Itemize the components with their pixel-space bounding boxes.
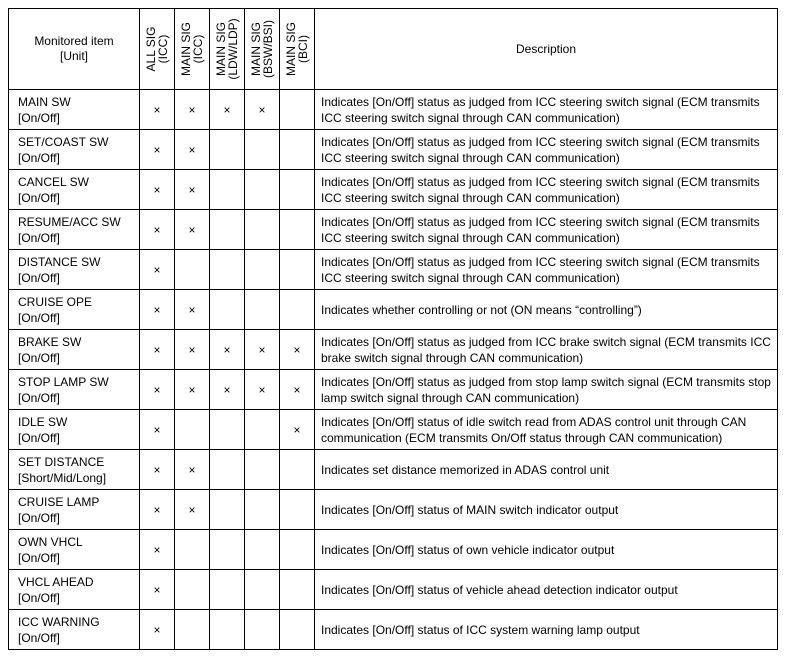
- item-name: DISTANCE SW: [18, 254, 101, 269]
- signal-mark-cell: [175, 530, 210, 570]
- applicable-mark: ×: [188, 182, 196, 197]
- signal-mark-cell: [245, 330, 280, 370]
- monitored-item-cell: [9, 210, 140, 250]
- signal-mark-cell: [245, 170, 280, 210]
- header-item-label: Monitored item: [34, 34, 114, 48]
- item-name: SET DISTANCE: [18, 454, 105, 469]
- signal-mark-cell: [210, 370, 245, 410]
- item-unit: [On/Off]: [18, 350, 60, 365]
- monitored-item-cell: [9, 450, 140, 490]
- header-signal-system: (LDW/LDP): [226, 18, 240, 80]
- item-unit: [On/Off]: [18, 110, 60, 125]
- signal-mark-cell: [210, 490, 245, 530]
- description-cell: Indicates [On/Off] status as judged from ICC steering switch signal (ECM transmits ICC steering switch signal through CAN communication): [315, 90, 778, 130]
- applicable-mark: ×: [153, 222, 161, 237]
- applicable-mark: ×: [293, 422, 301, 437]
- description-cell: Indicates [On/Off] status as judged from stop lamp switch signal (ECM transmits stop lamp switch signal through CAN communication): [315, 370, 778, 410]
- signal-mark-cell: [245, 250, 280, 290]
- header-signal-system: (ICC): [191, 34, 205, 64]
- description-cell: Indicates set distance memorized in ADAS control unit: [315, 450, 778, 490]
- signal-mark-cell: [175, 330, 210, 370]
- header-unit-label: [Unit]: [59, 49, 88, 63]
- applicable-mark: ×: [188, 382, 196, 397]
- header-signal-system: (ICC): [156, 34, 170, 64]
- signal-mark-cell: [280, 370, 315, 410]
- monitored-item-cell: [9, 530, 140, 570]
- applicable-mark: ×: [223, 102, 231, 117]
- applicable-mark: ×: [188, 142, 196, 157]
- table-body: [9, 90, 778, 650]
- signal-mark-cell: [280, 250, 315, 290]
- monitored-item-cell: [9, 490, 140, 530]
- signal-mark-cell: [175, 490, 210, 530]
- item-name: STOP LAMP SW: [18, 374, 109, 389]
- item-name: MAIN SW: [18, 94, 71, 109]
- header-description: Description: [315, 9, 778, 90]
- item-name: IDLE SW: [18, 414, 68, 429]
- table-row: [9, 450, 778, 490]
- header-signal-name: ALL SIG: [144, 26, 158, 72]
- signal-mark-cell: [245, 210, 280, 250]
- item-unit: [On/Off]: [18, 390, 60, 405]
- applicable-mark: ×: [188, 462, 196, 477]
- item-unit: [On/Off]: [18, 510, 60, 525]
- table-row: [9, 130, 778, 170]
- signal-mark-cell: [210, 530, 245, 570]
- signal-mark-cell: [140, 370, 175, 410]
- signal-mark-cell: [210, 290, 245, 330]
- applicable-mark: ×: [188, 102, 196, 117]
- item-unit: [On/Off]: [18, 550, 60, 565]
- item-name: SET/COAST SW: [18, 134, 109, 149]
- signal-mark-cell: [245, 90, 280, 130]
- applicable-mark: ×: [188, 302, 196, 317]
- signal-mark-cell: [175, 450, 210, 490]
- signal-mark-cell: [280, 410, 315, 450]
- header-main-sig-bsw-bsi: [245, 9, 280, 90]
- signal-mark-cell: [245, 450, 280, 490]
- description-cell: Indicates [On/Off] status as judged from ICC steering switch signal (ECM transmits ICC steering switch signal through CAN communication): [315, 130, 778, 170]
- signal-mark-cell: [280, 170, 315, 210]
- header-signal-name: MAIN SIG: [249, 21, 263, 77]
- applicable-mark: ×: [153, 462, 161, 477]
- item-name: CRUISE OPE: [18, 294, 93, 309]
- signal-mark-cell: [140, 530, 175, 570]
- signal-mark-cell: [140, 290, 175, 330]
- table-row: [9, 410, 778, 450]
- description-cell: Indicates [On/Off] status as judged from ICC steering switch signal (ECM transmits ICC steering switch signal through CAN communication): [315, 210, 778, 250]
- signal-mark-cell: [210, 330, 245, 370]
- description-cell: Indicates [On/Off] status as judged from ICC steering switch signal (ECM transmits ICC steering switch signal through CAN communication): [315, 170, 778, 210]
- header-signal-name: MAIN SIG: [284, 21, 298, 77]
- signal-mark-cell: [175, 90, 210, 130]
- item-unit: [On/Off]: [18, 190, 60, 205]
- signal-mark-cell: [280, 290, 315, 330]
- applicable-mark: ×: [223, 382, 231, 397]
- signal-mark-cell: [245, 370, 280, 410]
- signal-mark-cell: [140, 210, 175, 250]
- applicable-mark: ×: [153, 582, 161, 597]
- header-row: [9, 9, 778, 90]
- signal-mark-cell: [245, 610, 280, 650]
- monitored-item-cell: [9, 410, 140, 450]
- monitored-item-cell: [9, 170, 140, 210]
- signal-mark-cell: [140, 490, 175, 530]
- applicable-mark: ×: [293, 382, 301, 397]
- item-name: BRAKE SW: [18, 334, 82, 349]
- description-cell: Indicates whether controlling or not (ON means “controlling”): [315, 290, 778, 330]
- item-name: CRUISE LAMP: [18, 494, 100, 509]
- signal-mark-cell: [140, 250, 175, 290]
- monitored-item-cell: [9, 90, 140, 130]
- signal-mark-cell: [175, 250, 210, 290]
- monitor-item-table: [8, 8, 778, 650]
- signal-mark-cell: [175, 410, 210, 450]
- item-name: CANCEL SW: [18, 174, 89, 189]
- signal-mark-cell: [140, 570, 175, 610]
- signal-mark-cell: [140, 410, 175, 450]
- item-unit: [On/Off]: [18, 230, 60, 245]
- applicable-mark: ×: [188, 342, 196, 357]
- signal-mark-cell: [140, 170, 175, 210]
- monitored-item-cell: [9, 290, 140, 330]
- applicable-mark: ×: [188, 502, 196, 517]
- applicable-mark: ×: [153, 142, 161, 157]
- table-row: [9, 330, 778, 370]
- monitored-item-cell: [9, 250, 140, 290]
- description-cell: Indicates [On/Off] status of ICC system warning lamp output: [315, 610, 778, 650]
- item-unit: [On/Off]: [18, 150, 60, 165]
- signal-mark-cell: [280, 330, 315, 370]
- table-row: [9, 210, 778, 250]
- signal-mark-cell: [210, 170, 245, 210]
- signal-mark-cell: [280, 530, 315, 570]
- signal-mark-cell: [280, 610, 315, 650]
- applicable-mark: ×: [258, 102, 266, 117]
- signal-mark-cell: [175, 130, 210, 170]
- applicable-mark: ×: [153, 542, 161, 557]
- signal-mark-cell: [175, 290, 210, 330]
- signal-mark-cell: [280, 570, 315, 610]
- signal-mark-cell: [280, 90, 315, 130]
- item-name: RESUME/ACC SW: [18, 214, 121, 229]
- signal-mark-cell: [140, 130, 175, 170]
- description-cell: Indicates [On/Off] status as judged from ICC brake switch signal (ECM transmits ICC brake switch signal through CAN communication): [315, 330, 778, 370]
- table-row: [9, 530, 778, 570]
- header-signal-name: MAIN SIG: [179, 21, 193, 77]
- applicable-mark: ×: [153, 302, 161, 317]
- signal-mark-cell: [280, 130, 315, 170]
- monitored-item-cell: [9, 570, 140, 610]
- signal-mark-cell: [175, 210, 210, 250]
- signal-mark-cell: [175, 570, 210, 610]
- item-unit: [On/Off]: [18, 270, 60, 285]
- monitored-item-cell: [9, 330, 140, 370]
- applicable-mark: ×: [153, 342, 161, 357]
- signal-mark-cell: [280, 490, 315, 530]
- description-cell: Indicates [On/Off] status of idle switch read from ADAS control unit through CAN communication (ECM transmits On/Off status through CAN communication): [315, 410, 778, 450]
- header-all-sig-icc: [140, 9, 175, 90]
- header-main-sig-icc: [175, 9, 210, 90]
- signal-mark-cell: [245, 570, 280, 610]
- signal-mark-cell: [140, 90, 175, 130]
- description-cell: Indicates [On/Off] status of own vehicle indicator output: [315, 530, 778, 570]
- table-row: [9, 290, 778, 330]
- applicable-mark: ×: [153, 262, 161, 277]
- header-signal-name: MAIN SIG: [214, 22, 228, 77]
- applicable-mark: ×: [153, 502, 161, 517]
- table-row: [9, 570, 778, 610]
- signal-mark-cell: [210, 410, 245, 450]
- signal-mark-cell: [245, 290, 280, 330]
- table-row: [9, 490, 778, 530]
- description-cell: Indicates [On/Off] status of MAIN switch indicator output: [315, 490, 778, 530]
- applicable-mark: ×: [293, 342, 301, 357]
- item-name: OWN VHCL: [18, 534, 83, 549]
- applicable-mark: ×: [258, 342, 266, 357]
- monitored-item-cell: [9, 370, 140, 410]
- header-main-sig-bci: [280, 9, 315, 90]
- item-unit: [Short/Mid/Long]: [18, 470, 107, 485]
- signal-mark-cell: [245, 490, 280, 530]
- signal-mark-cell: [140, 450, 175, 490]
- table-row: [9, 90, 778, 130]
- signal-mark-cell: [245, 530, 280, 570]
- signal-mark-cell: [210, 450, 245, 490]
- header-monitored-item: [9, 9, 140, 90]
- item-name: VHCL AHEAD: [18, 574, 94, 589]
- monitored-item-cell: [9, 130, 140, 170]
- signal-mark-cell: [210, 210, 245, 250]
- item-unit: [On/Off]: [18, 310, 60, 325]
- header-signal-system: (BSW/BSI): [261, 19, 275, 79]
- applicable-mark: ×: [223, 342, 231, 357]
- description-cell: Indicates [On/Off] status as judged from ICC steering switch signal (ECM transmits ICC steering switch signal through CAN communication): [315, 250, 778, 290]
- applicable-mark: ×: [188, 222, 196, 237]
- signal-mark-cell: [210, 130, 245, 170]
- table-row: [9, 170, 778, 210]
- signal-mark-cell: [210, 250, 245, 290]
- signal-mark-cell: [245, 410, 280, 450]
- item-unit: [On/Off]: [18, 590, 60, 605]
- signal-mark-cell: [280, 210, 315, 250]
- table-row: [9, 610, 778, 650]
- header-signal-system: (BCI): [296, 35, 310, 64]
- applicable-mark: ×: [153, 102, 161, 117]
- applicable-mark: ×: [153, 382, 161, 397]
- signal-mark-cell: [140, 610, 175, 650]
- header-main-sig-ldw-ldp: [210, 9, 245, 90]
- signal-mark-cell: [140, 330, 175, 370]
- item-name: ICC WARNING: [18, 614, 100, 629]
- signal-mark-cell: [175, 370, 210, 410]
- applicable-mark: ×: [153, 622, 161, 637]
- monitored-item-cell: [9, 610, 140, 650]
- signal-mark-cell: [210, 90, 245, 130]
- applicable-mark: ×: [153, 182, 161, 197]
- signal-mark-cell: [210, 570, 245, 610]
- description-cell: Indicates [On/Off] status of vehicle ahead detection indicator output: [315, 570, 778, 610]
- signal-mark-cell: [245, 130, 280, 170]
- signal-mark-cell: [280, 450, 315, 490]
- applicable-mark: ×: [153, 422, 161, 437]
- item-unit: [On/Off]: [18, 430, 60, 445]
- signal-mark-cell: [175, 170, 210, 210]
- signal-mark-cell: [175, 610, 210, 650]
- table-row: [9, 370, 778, 410]
- table-row: [9, 250, 778, 290]
- item-unit: [On/Off]: [18, 630, 60, 645]
- signal-mark-cell: [210, 610, 245, 650]
- applicable-mark: ×: [258, 382, 266, 397]
